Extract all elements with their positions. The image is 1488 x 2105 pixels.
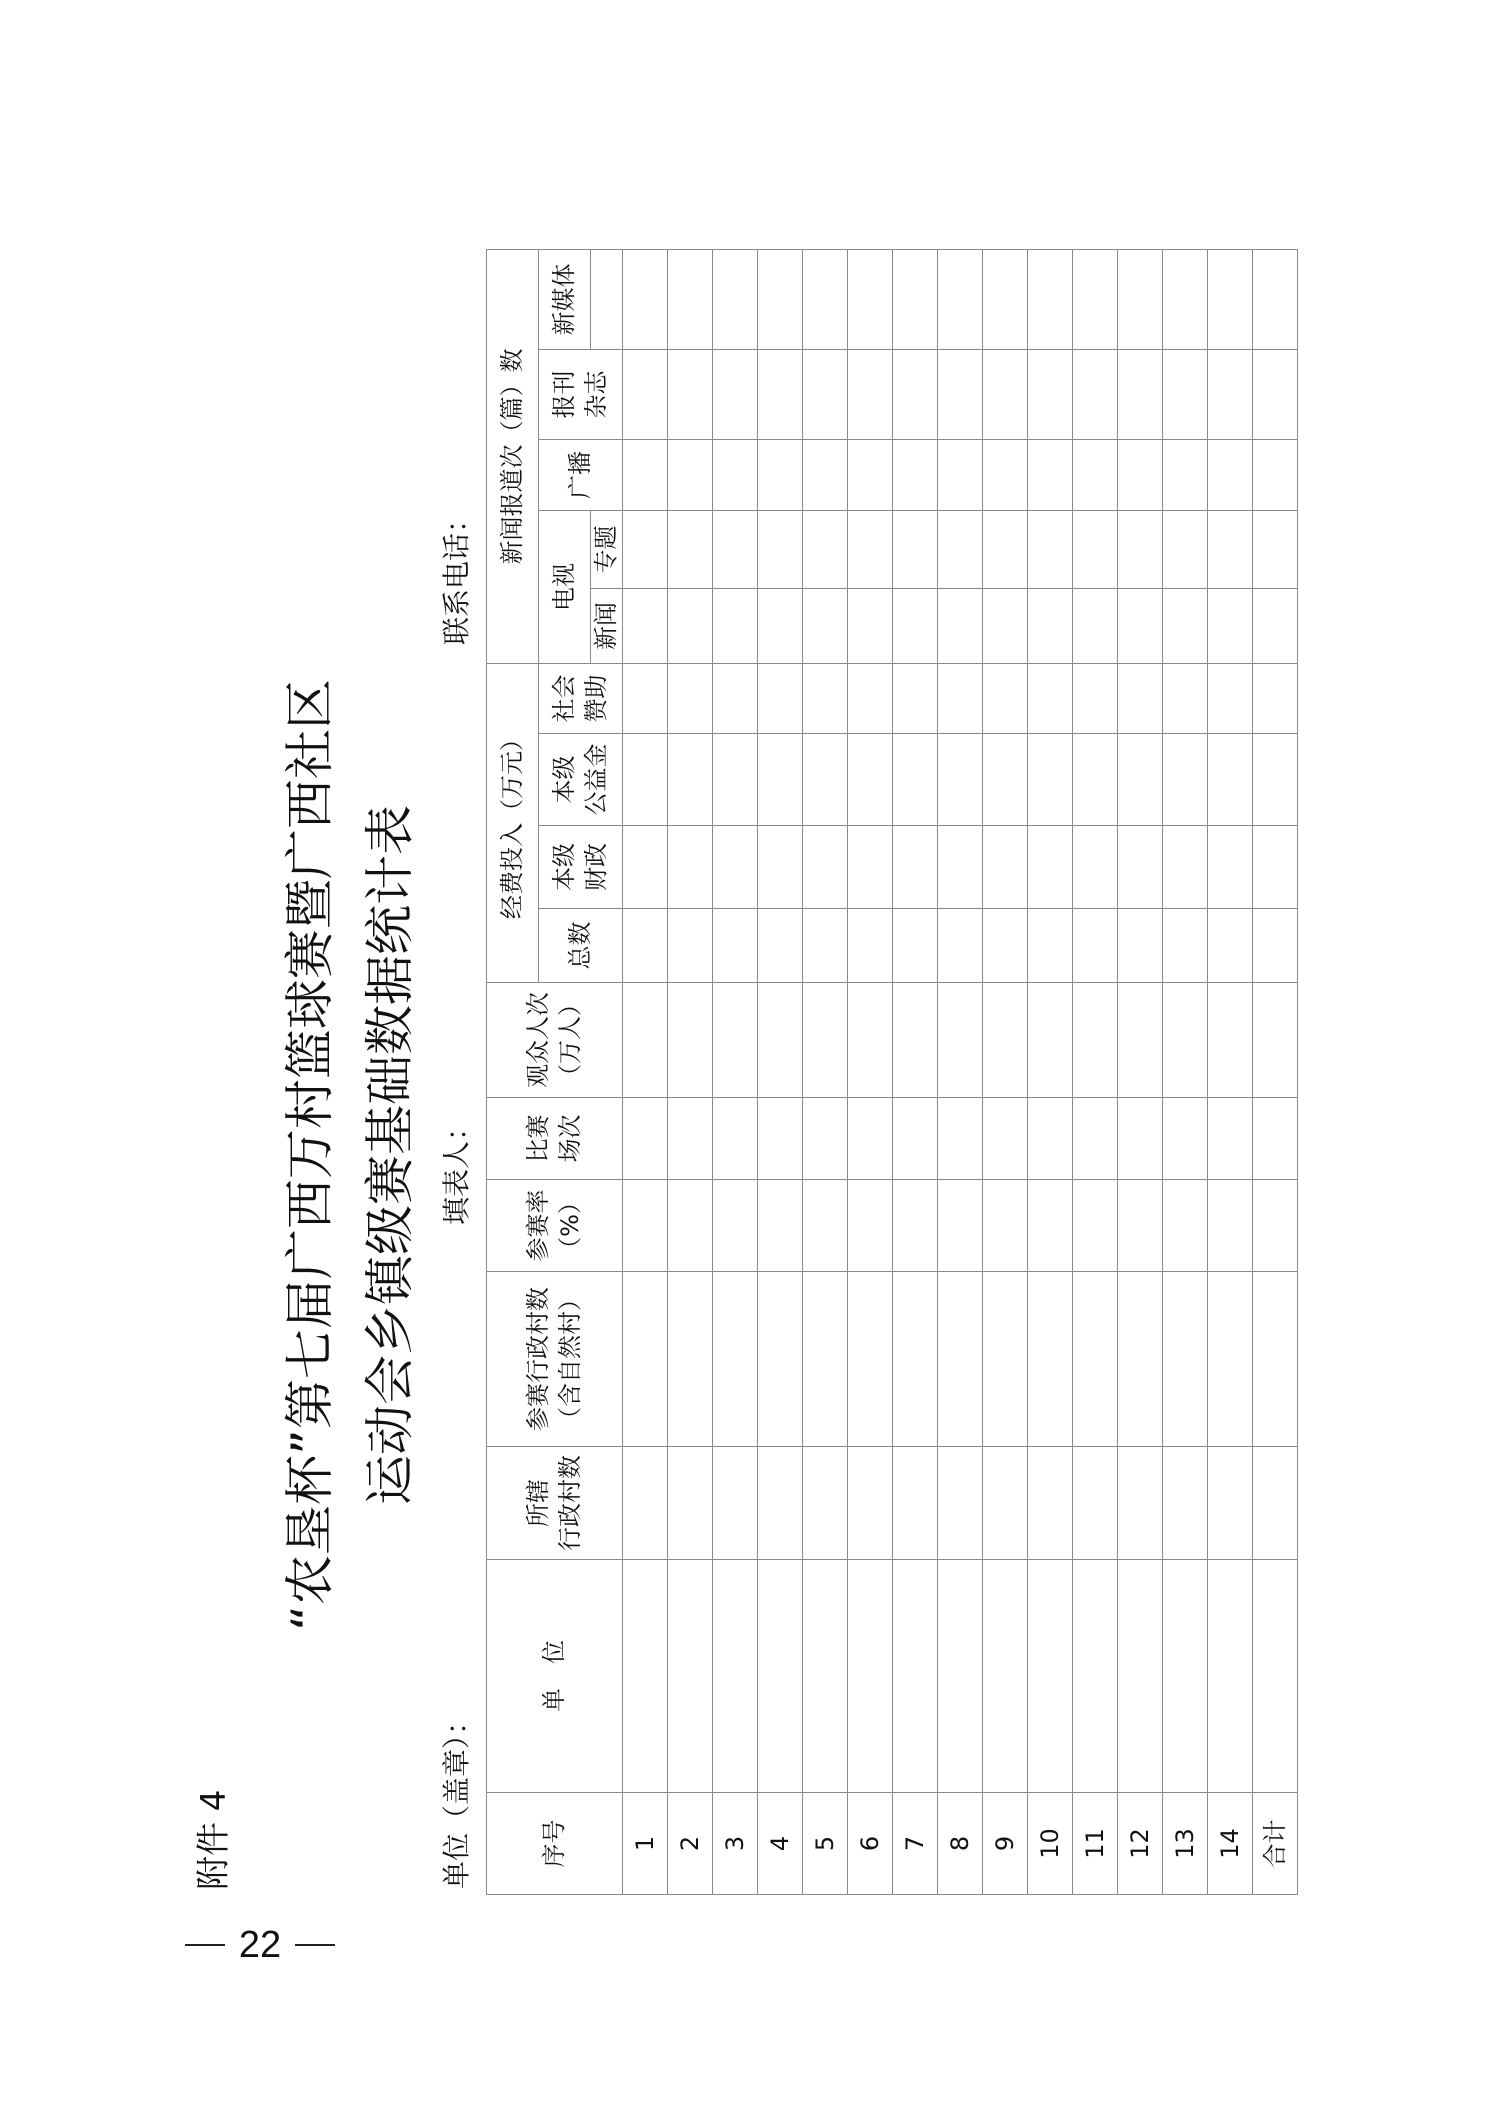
cell-value[interactable]: [938, 440, 983, 511]
cell-value[interactable]: [1208, 1098, 1253, 1180]
cell-value[interactable]: [623, 734, 668, 826]
cell-value[interactable]: [713, 826, 758, 909]
cell-value[interactable]: [983, 734, 1028, 826]
cell-value[interactable]: [1208, 983, 1253, 1098]
header-admin-villages: 所辖 行政村数: [487, 1447, 623, 1560]
cell-value[interactable]: [983, 909, 1028, 983]
table-row: [848, 249, 893, 1894]
cell-value[interactable]: [1208, 909, 1253, 983]
cell-value[interactable]: [848, 1272, 893, 1447]
cell-value[interactable]: [1028, 1447, 1073, 1560]
header-new-media: 新媒体: [539, 249, 591, 349]
cell-value[interactable]: [713, 1272, 758, 1447]
total-label: 合计: [1253, 1793, 1298, 1895]
unit-stamp-field: 单位（盖章）：: [440, 1706, 473, 1889]
table-row-total: [1253, 249, 1298, 1894]
row-number: 12: [1118, 1793, 1163, 1895]
cell-unit[interactable]: [1028, 1560, 1073, 1793]
header-funding-social: 社会 赞助: [539, 664, 623, 734]
cell-value[interactable]: [1208, 1180, 1253, 1272]
row-number: 5: [803, 1793, 848, 1895]
cell-value[interactable]: [938, 1180, 983, 1272]
header-press: 报刊 杂志: [539, 350, 623, 440]
cell-value[interactable]: [1253, 1098, 1298, 1180]
cell-unit[interactable]: [713, 1560, 758, 1793]
cell-value[interactable]: [758, 1272, 803, 1447]
cell-value[interactable]: [1253, 440, 1298, 511]
cell-value[interactable]: [1118, 350, 1163, 440]
cell-unit[interactable]: [623, 1560, 668, 1793]
cell-value[interactable]: [1118, 664, 1163, 734]
cell-value[interactable]: [1118, 1447, 1163, 1560]
cell-value[interactable]: [803, 983, 848, 1098]
cell-value[interactable]: [1163, 249, 1208, 349]
cell-value[interactable]: [713, 983, 758, 1098]
cell-value[interactable]: [1163, 734, 1208, 826]
cell-value[interactable]: [713, 1098, 758, 1180]
table-row: [623, 249, 668, 1894]
cell-value[interactable]: [893, 1447, 938, 1560]
cell-value[interactable]: [1073, 983, 1118, 1098]
cell-value[interactable]: [668, 734, 713, 826]
cell-value[interactable]: [1073, 909, 1118, 983]
cell-value[interactable]: [1208, 1272, 1253, 1447]
cell-value[interactable]: [1163, 1447, 1208, 1560]
cell-value[interactable]: [623, 1272, 668, 1447]
cell-value[interactable]: [1208, 589, 1253, 664]
cell-value[interactable]: [983, 983, 1028, 1098]
cell-unit[interactable]: [803, 1560, 848, 1793]
cell-unit[interactable]: [1208, 1560, 1253, 1793]
cell-value[interactable]: [1118, 1272, 1163, 1447]
cell-value[interactable]: [983, 1447, 1028, 1560]
row-number: 14: [1208, 1793, 1253, 1895]
contact-phone-field: 联系电话：: [440, 504, 473, 645]
cell-unit[interactable]: [1163, 1560, 1208, 1793]
cell-value[interactable]: [1118, 589, 1163, 664]
header-tv: 电视: [539, 511, 591, 664]
cell-value[interactable]: [803, 440, 848, 511]
cell-value[interactable]: [758, 909, 803, 983]
cell-value[interactable]: [1073, 350, 1118, 440]
cell-value[interactable]: [1253, 983, 1298, 1098]
cell-value[interactable]: [668, 1098, 713, 1180]
cell-value[interactable]: [623, 511, 668, 589]
cell-value[interactable]: [983, 249, 1028, 349]
cell-unit[interactable]: [893, 1560, 938, 1793]
cell-unit[interactable]: [848, 1560, 893, 1793]
cell-value[interactable]: [983, 511, 1028, 589]
cell-value[interactable]: [893, 983, 938, 1098]
cell-value[interactable]: [1073, 249, 1118, 349]
row-number: 6: [848, 1793, 893, 1895]
cell-value[interactable]: [893, 440, 938, 511]
header-new-media-sub: [591, 249, 623, 349]
cell-value[interactable]: [938, 511, 983, 589]
cell-value[interactable]: [848, 511, 893, 589]
cell-unit[interactable]: [1253, 1560, 1298, 1793]
cell-value[interactable]: [803, 1180, 848, 1272]
cell-value[interactable]: [713, 249, 758, 349]
cell-value[interactable]: [758, 589, 803, 664]
cell-value[interactable]: [983, 440, 1028, 511]
cell-value[interactable]: [803, 826, 848, 909]
header-tv-news: 新闻: [591, 589, 623, 664]
cell-value[interactable]: [983, 350, 1028, 440]
form-filler-field: 填表人：: [440, 1112, 473, 1225]
cell-unit[interactable]: [758, 1560, 803, 1793]
cell-value[interactable]: [983, 1180, 1028, 1272]
table-row: [938, 249, 983, 1894]
cell-value[interactable]: [893, 350, 938, 440]
cell-value[interactable]: [848, 1447, 893, 1560]
cell-value[interactable]: [1163, 664, 1208, 734]
cell-value[interactable]: [1118, 983, 1163, 1098]
cell-value[interactable]: [1253, 664, 1298, 734]
cell-value[interactable]: [1163, 909, 1208, 983]
cell-value[interactable]: [1028, 983, 1073, 1098]
cell-value[interactable]: [623, 664, 668, 734]
cell-value[interactable]: [668, 1272, 713, 1447]
cell-unit[interactable]: [1073, 1560, 1118, 1793]
cell-value[interactable]: [848, 1098, 893, 1180]
cell-value[interactable]: [623, 249, 668, 349]
cell-value[interactable]: [983, 664, 1028, 734]
row-number: 9: [983, 1793, 1028, 1895]
cell-value[interactable]: [1028, 589, 1073, 664]
cell-value[interactable]: [758, 664, 803, 734]
header-funding-total: 总数: [539, 909, 623, 983]
cell-value[interactable]: [623, 909, 668, 983]
cell-value[interactable]: [938, 734, 983, 826]
cell-value[interactable]: [803, 249, 848, 349]
title-line-2: 运动会乡镇级赛基础数据统计表: [361, 805, 419, 1505]
cell-value[interactable]: [1163, 350, 1208, 440]
table-row: [983, 249, 1028, 1894]
cell-value[interactable]: [1163, 1180, 1208, 1272]
table-row: [1208, 249, 1253, 1894]
row-number: 7: [893, 1793, 938, 1895]
header-funding-lottery: 本级 公益金: [539, 734, 623, 826]
cell-value[interactable]: [1028, 664, 1073, 734]
header-participation-rate: 参赛率 （%）: [487, 1180, 623, 1272]
cell-value[interactable]: [848, 983, 893, 1098]
header-news: 新闻报道次（篇）数: [487, 249, 539, 663]
cell-value[interactable]: [668, 350, 713, 440]
cell-value[interactable]: [983, 826, 1028, 909]
cell-value[interactable]: [758, 983, 803, 1098]
cell-value[interactable]: [758, 1098, 803, 1180]
cell-value[interactable]: [713, 589, 758, 664]
cell-value[interactable]: [1073, 589, 1118, 664]
cell-value[interactable]: [893, 664, 938, 734]
row-number: 3: [713, 1793, 758, 1895]
cell-value[interactable]: [803, 511, 848, 589]
cell-value[interactable]: [668, 249, 713, 349]
cell-value[interactable]: [668, 664, 713, 734]
cell-value[interactable]: [938, 664, 983, 734]
cell-value[interactable]: [983, 1272, 1028, 1447]
header-radio: 广播: [539, 440, 623, 511]
cell-value[interactable]: [623, 1180, 668, 1272]
cell-value[interactable]: [668, 511, 713, 589]
cell-value[interactable]: [803, 1098, 848, 1180]
header-tv-special: 专题: [591, 511, 623, 589]
header-funding-finance: 本级 财政: [539, 826, 623, 909]
cell-value[interactable]: [713, 350, 758, 440]
cell-value[interactable]: [1208, 734, 1253, 826]
cell-value[interactable]: [623, 826, 668, 909]
cell-value[interactable]: [1253, 1447, 1298, 1560]
table-row: [1118, 249, 1163, 1894]
cell-value[interactable]: [848, 249, 893, 349]
cell-value[interactable]: [803, 909, 848, 983]
cell-value[interactable]: [1163, 440, 1208, 511]
cell-value[interactable]: [938, 909, 983, 983]
header-seq: 序号: [487, 1793, 623, 1895]
cell-value[interactable]: [938, 1098, 983, 1180]
cell-value[interactable]: [1118, 440, 1163, 511]
table-row: [1028, 249, 1073, 1894]
cell-value[interactable]: [713, 1447, 758, 1560]
table-row: [668, 249, 713, 1894]
cell-value[interactable]: [758, 440, 803, 511]
table-row: [758, 249, 803, 1894]
cell-value[interactable]: [1163, 1098, 1208, 1180]
cell-value[interactable]: [1208, 249, 1253, 349]
cell-value[interactable]: [1073, 1447, 1118, 1560]
cell-value[interactable]: [623, 350, 668, 440]
cell-value[interactable]: [1028, 909, 1073, 983]
cell-value[interactable]: [668, 1447, 713, 1560]
cell-value[interactable]: [1118, 826, 1163, 909]
cell-value[interactable]: [1253, 350, 1298, 440]
cell-value[interactable]: [938, 1272, 983, 1447]
cell-value[interactable]: [1253, 511, 1298, 589]
row-number: 1: [623, 1793, 668, 1895]
row-number: 8: [938, 1793, 983, 1895]
header-funding: 经费投入（万元）: [487, 664, 539, 983]
cell-value[interactable]: [758, 1180, 803, 1272]
cell-value[interactable]: [1253, 589, 1298, 664]
cell-value[interactable]: [1118, 511, 1163, 589]
cell-value[interactable]: [848, 664, 893, 734]
header-unit: 单 位: [487, 1560, 623, 1793]
cell-value[interactable]: [1208, 440, 1253, 511]
cell-value[interactable]: [1118, 1180, 1163, 1272]
cell-value[interactable]: [938, 1447, 983, 1560]
statistics-table: [486, 249, 1298, 1895]
cell-value[interactable]: [1208, 350, 1253, 440]
cell-value[interactable]: [938, 826, 983, 909]
cell-value[interactable]: [803, 1447, 848, 1560]
cell-value[interactable]: [668, 909, 713, 983]
cell-value[interactable]: [1253, 1272, 1298, 1447]
cell-value[interactable]: [848, 734, 893, 826]
cell-unit[interactable]: [938, 1560, 983, 1793]
cell-value[interactable]: [1028, 249, 1073, 349]
cell-value[interactable]: [1253, 249, 1298, 349]
cell-value[interactable]: [1028, 1180, 1073, 1272]
row-number: 2: [668, 1793, 713, 1895]
cell-value[interactable]: [1253, 734, 1298, 826]
cell-value[interactable]: [668, 440, 713, 511]
cell-value[interactable]: [1028, 350, 1073, 440]
cell-value[interactable]: [623, 1098, 668, 1180]
row-number: 4: [758, 1793, 803, 1895]
header-matches: 比赛 场次: [487, 1098, 623, 1180]
cell-value[interactable]: [983, 589, 1028, 664]
cell-value[interactable]: [1253, 1180, 1298, 1272]
cell-value[interactable]: [803, 734, 848, 826]
cell-value[interactable]: [713, 664, 758, 734]
cell-value[interactable]: [1073, 440, 1118, 511]
cell-value[interactable]: [1028, 1098, 1073, 1180]
page-number-value: 22: [238, 1923, 282, 1966]
cell-value[interactable]: [893, 511, 938, 589]
cell-value[interactable]: [668, 589, 713, 664]
cell-value[interactable]: [758, 249, 803, 349]
cell-value[interactable]: [848, 350, 893, 440]
table-row: [1163, 249, 1208, 1894]
cell-value[interactable]: [713, 1180, 758, 1272]
header-participating-villages: 参赛行政村数 （含自然村）: [487, 1272, 623, 1447]
cell-value[interactable]: [893, 589, 938, 664]
cell-value[interactable]: [668, 983, 713, 1098]
cell-unit[interactable]: [983, 1560, 1028, 1793]
cell-value[interactable]: [1073, 664, 1118, 734]
cell-value[interactable]: [758, 511, 803, 589]
cell-value[interactable]: [1163, 511, 1208, 589]
cell-value[interactable]: [938, 350, 983, 440]
cell-value[interactable]: [938, 249, 983, 349]
cell-value[interactable]: [623, 1447, 668, 1560]
cell-unit[interactable]: [1118, 1560, 1163, 1793]
cell-value[interactable]: [803, 350, 848, 440]
cell-value[interactable]: [1118, 734, 1163, 826]
cell-value[interactable]: [893, 1180, 938, 1272]
cell-value[interactable]: [893, 1098, 938, 1180]
cell-value[interactable]: [1208, 826, 1253, 909]
cell-value[interactable]: [1028, 826, 1073, 909]
cell-value[interactable]: [938, 589, 983, 664]
cell-value[interactable]: [758, 826, 803, 909]
cell-value[interactable]: [803, 1272, 848, 1447]
cell-value[interactable]: [1118, 1098, 1163, 1180]
attachment-label: 附件 4: [194, 1789, 234, 1890]
cell-value[interactable]: [623, 983, 668, 1098]
cell-value[interactable]: [1163, 983, 1208, 1098]
cell-value[interactable]: [848, 589, 893, 664]
cell-value[interactable]: [938, 983, 983, 1098]
cell-value[interactable]: [713, 511, 758, 589]
cell-value[interactable]: [713, 909, 758, 983]
cell-value[interactable]: [1163, 589, 1208, 664]
cell-value[interactable]: [1208, 1447, 1253, 1560]
cell-value[interactable]: [1253, 826, 1298, 909]
cell-value[interactable]: [668, 1180, 713, 1272]
cell-value[interactable]: [1253, 909, 1298, 983]
table-row: [893, 249, 938, 1894]
cell-value[interactable]: [983, 1098, 1028, 1180]
cell-value[interactable]: [848, 1180, 893, 1272]
cell-value[interactable]: [893, 734, 938, 826]
cell-value[interactable]: [1073, 511, 1118, 589]
table-row: [1073, 249, 1118, 1894]
table-row: [713, 249, 758, 1894]
cell-unit[interactable]: [668, 1560, 713, 1793]
cell-value[interactable]: [758, 734, 803, 826]
cell-value[interactable]: [893, 249, 938, 349]
cell-value[interactable]: [623, 440, 668, 511]
cell-value[interactable]: [1073, 734, 1118, 826]
cell-value[interactable]: [758, 350, 803, 440]
cell-value[interactable]: [1163, 826, 1208, 909]
cell-value[interactable]: [623, 589, 668, 664]
row-number: 11: [1073, 1793, 1118, 1895]
cell-value[interactable]: [1028, 440, 1073, 511]
cell-value[interactable]: [1073, 1098, 1118, 1180]
cell-value[interactable]: [1208, 664, 1253, 734]
cell-value[interactable]: [1028, 734, 1073, 826]
cell-value[interactable]: [893, 1272, 938, 1447]
cell-value[interactable]: [1118, 909, 1163, 983]
cell-value[interactable]: [668, 826, 713, 909]
cell-value[interactable]: [1208, 511, 1253, 589]
cell-value[interactable]: [713, 440, 758, 511]
cell-value[interactable]: [1073, 1180, 1118, 1272]
cell-value[interactable]: [1073, 1272, 1118, 1447]
cell-value[interactable]: [713, 734, 758, 826]
cell-value[interactable]: [848, 826, 893, 909]
header-audience: 观众人次 （万人）: [487, 983, 623, 1098]
cell-value[interactable]: [848, 909, 893, 983]
cell-value[interactable]: [758, 1447, 803, 1560]
table-row: [803, 249, 848, 1894]
cell-value[interactable]: [1163, 1272, 1208, 1447]
title-line-1: “农垦杯”第七届广西万村篮球赛暨广西社区: [281, 679, 339, 1631]
row-number: 10: [1028, 1793, 1073, 1895]
cell-value[interactable]: [1028, 511, 1073, 589]
cell-value[interactable]: [1118, 249, 1163, 349]
cell-value[interactable]: [803, 664, 848, 734]
cell-value[interactable]: [893, 826, 938, 909]
cell-value[interactable]: [803, 589, 848, 664]
cell-value[interactable]: [893, 909, 938, 983]
cell-value[interactable]: [1028, 1272, 1073, 1447]
cell-value[interactable]: [1073, 826, 1118, 909]
cell-value[interactable]: [848, 440, 893, 511]
row-number: 13: [1163, 1793, 1208, 1895]
